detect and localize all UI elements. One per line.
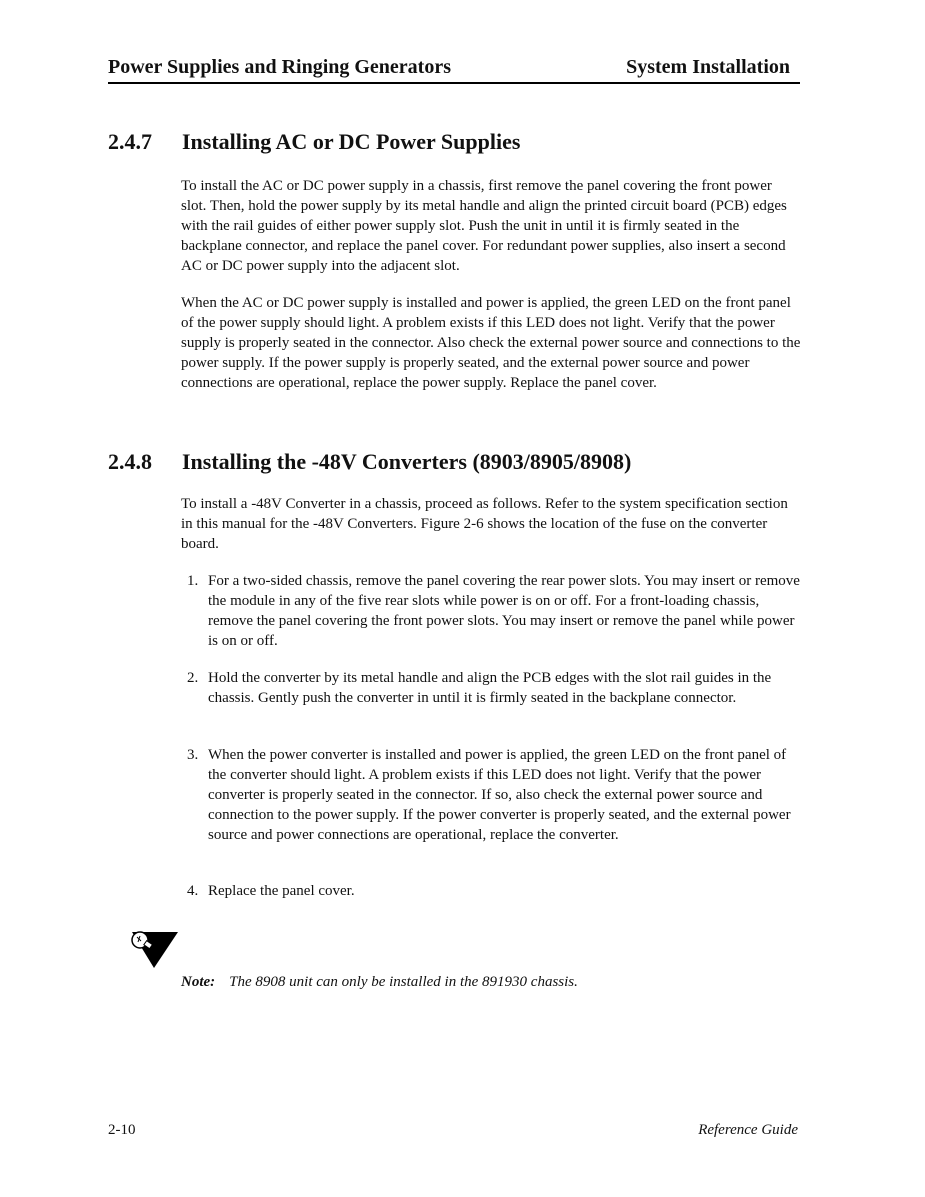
list-item-number: 1. bbox=[187, 573, 199, 589]
list-item-text: Hold the converter by its metal handle and align the PCB edges with the slot rail guides in the chassis. Gently push the converter in until it is firmly seated in the backplane connector. bbox=[208, 670, 772, 706]
header-rule bbox=[108, 82, 800, 84]
note bbox=[181, 974, 578, 991]
running-header bbox=[108, 56, 799, 82]
note-label: Note: bbox=[181, 974, 216, 990]
section-247-paragraph-1: To install the AC or DC power supply in a chassis, first remove the panel covering the front power slot. Then, hold the power supply by its metal handle and align the printed circuit board (PCB) edges with the rail guides of either power supply slot. Push the unit in until it is firmly seated in the backplane connector, and replace the panel cover. For redundant power supplies, also insert a second AC or DC power supply into the adjacent slot. bbox=[181, 178, 787, 274]
list-item-text: When the power converter is installed and power is applied, the green LED on the front panel of the converter should light. A problem exists if this LED does not light. Verify that the power converter is properly seated in the connector. If so, also check the external power source and connection to the power supply. If the power converter is properly seated, and the external power source and power connections are operational, replace the converter. bbox=[208, 747, 791, 843]
list-item-number: 3. bbox=[187, 747, 199, 763]
lightbulb-note-icon bbox=[126, 928, 180, 970]
list-item-number: 4. bbox=[187, 883, 199, 899]
list-item bbox=[181, 882, 801, 902]
section-247-paragraph-2: When the AC or DC power supply is installed and power is applied, the green LED on the front panel of the power supply should light. A problem exists if this LED does not light. Verify that the power supply is properly seated in the connector. Also check the external power source and connections to the power supply. If the power supply is properly seated, and the external power source and power connections are operational, replace the power supply. Replace the panel cover. bbox=[181, 295, 801, 391]
section-248-heading bbox=[108, 449, 631, 475]
section-247-number: 2.4.7 bbox=[108, 129, 152, 154]
list-item-text: For a two-sided chassis, remove the panel covering the rear power slots. You may insert or remove the module in any of the five rear slots while power is on or off. For a front-loading chassis, remove the panel covering the front power slots. You may insert or remove the panel while power is on or off. bbox=[208, 573, 800, 649]
section-248-intro: To install a -48V Converter in a chassis, proceed as follows. Refer to the system specification section in this manual for the -48V Converters. Figure 2-6 shows the location of the fuse on the converter board. bbox=[181, 496, 788, 552]
list-item-number: 2. bbox=[187, 670, 199, 686]
list-item bbox=[181, 669, 801, 709]
list-item bbox=[181, 746, 801, 846]
header-chapter-title: Power Supplies and Ringing Generators bbox=[108, 56, 451, 78]
section-247-heading bbox=[108, 129, 520, 155]
note-text: The 8908 unit can only be installed in the 891930 chassis. bbox=[229, 974, 578, 990]
footer-page-number: 2-10 bbox=[108, 1122, 136, 1138]
footer-doc-title: Reference Guide bbox=[698, 1122, 798, 1138]
header-section-title: System Installation bbox=[626, 56, 790, 78]
list-item bbox=[181, 572, 801, 652]
list-item-text: Replace the panel cover. bbox=[208, 883, 355, 899]
section-248-number: 2.4.8 bbox=[108, 449, 152, 474]
section-247-title: Installing AC or DC Power Supplies bbox=[182, 129, 521, 154]
section-248-title: Installing the -48V Converters (8903/8905/8908) bbox=[182, 449, 632, 474]
